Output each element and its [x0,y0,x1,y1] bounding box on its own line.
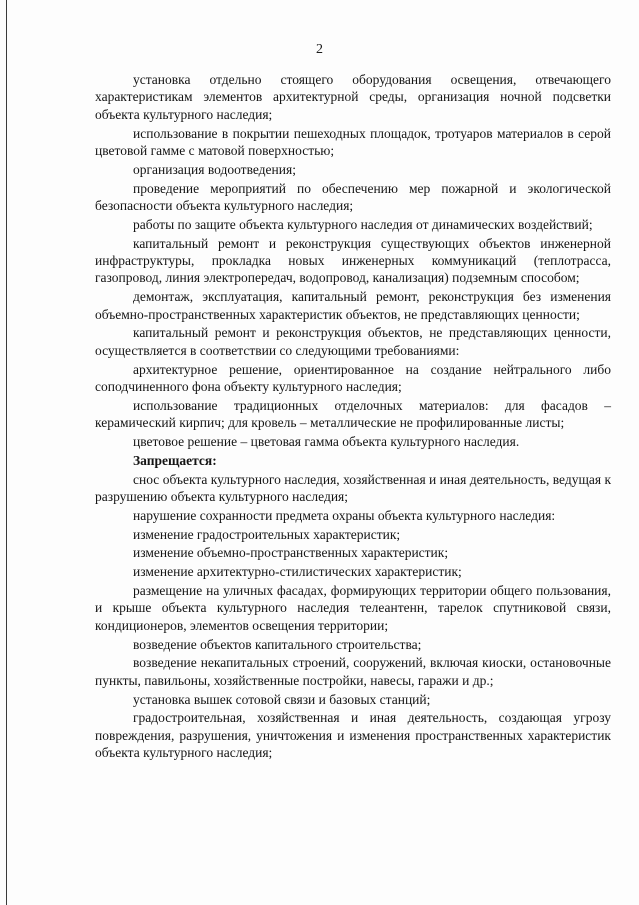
paragraph: изменение градостроительных характеристик; [133,526,401,542]
paragraph: возведение объектов капитального строительства; [133,636,422,652]
paragraph: цветовое решение – цветовая гамма объекта культурного наследия. [133,434,520,450]
paragraph: изменение объемно-пространственных характеристик; [133,545,449,561]
scan-edge-line [6,0,7,905]
section-heading-prohibited: Запрещается: [133,452,217,468]
paragraph: изменение архитектурно-стилистических характеристик; [133,564,462,580]
paragraph: организация водоотведения; [133,161,296,177]
paragraph: установка отдельно стоящего оборудования освещения, отвечающего характеристикам элементов архитектурной среды, организация ночной подсветки объекта культурного наследия; [95,72,611,122]
paragraph: использование в покрытии пешеходных площадок, тротуаров материалов в серой цветовой гамме с матовой поверхностью; [95,125,611,159]
paragraph: проведение мероприятий по обеспечению мер пожарной и экологической безопасности объекта культурного наследия; [95,180,611,214]
paragraph: использование традиционных отделочных материалов: для фасадов – керамический кирпич; для кровель – металлические не профилированные листы; [95,397,611,431]
document-body [95,71,611,763]
paragraph: градостроительная, хозяйственная и иная деятельность, создающая угрозу повреждения, разрушения, уничтожения и изменения пространственных характеристик объекта культурного наследия; [95,710,611,761]
paragraph: демонтаж, эксплуатация, капитальный ремонт, реконструкция без изменения объемно-пространственных характеристик объектов, не представляющих ценности; [95,289,611,322]
paragraph: капитальный ремонт и реконструкция существующих объектов инженерной инфраструктуры, прокладка новых инженерных коммуникаций (теплотрасса, газопровод, линия электропередач, водопровод, канализация) подземным способом; [95,235,611,286]
paragraph: установка вышек сотовой связи и базовых станций; [133,691,431,707]
paragraph: возведение некапитальных строений, сооружений, включая киоски, остановочные пункты, павильоны, хозяйственные постройки, навесы, гаражи и др.; [95,655,611,688]
paragraph: работы по защите объекта культурного наследия от динамических воздействий; [133,216,593,232]
paragraph: размещение на уличных фасадах, формирующих территории общего пользования, и крыше объекта культурного наследия телеантенн, тарелок спутниковой связи, кондиционеров, элементов освещения территории; [95,583,611,633]
paragraph: снос объекта культурного наследия, хозяйственная и иная деятельность, ведущая к разрушению объекта культурного наследия; [95,471,611,505]
paragraph: капитальный ремонт и реконструкция объектов, не представляющих ценности, осуществляется в соответствии со следующими требованиями: [95,325,611,358]
page-number: 2 [316,42,323,57]
paragraph: архитектурное решение, ориентированное на создание нейтрального либо соподчиненного фона объекту культурного наследия; [95,361,611,395]
paragraph: нарушение сохранности предмета охраны объекта культурного наследия: [133,507,556,523]
